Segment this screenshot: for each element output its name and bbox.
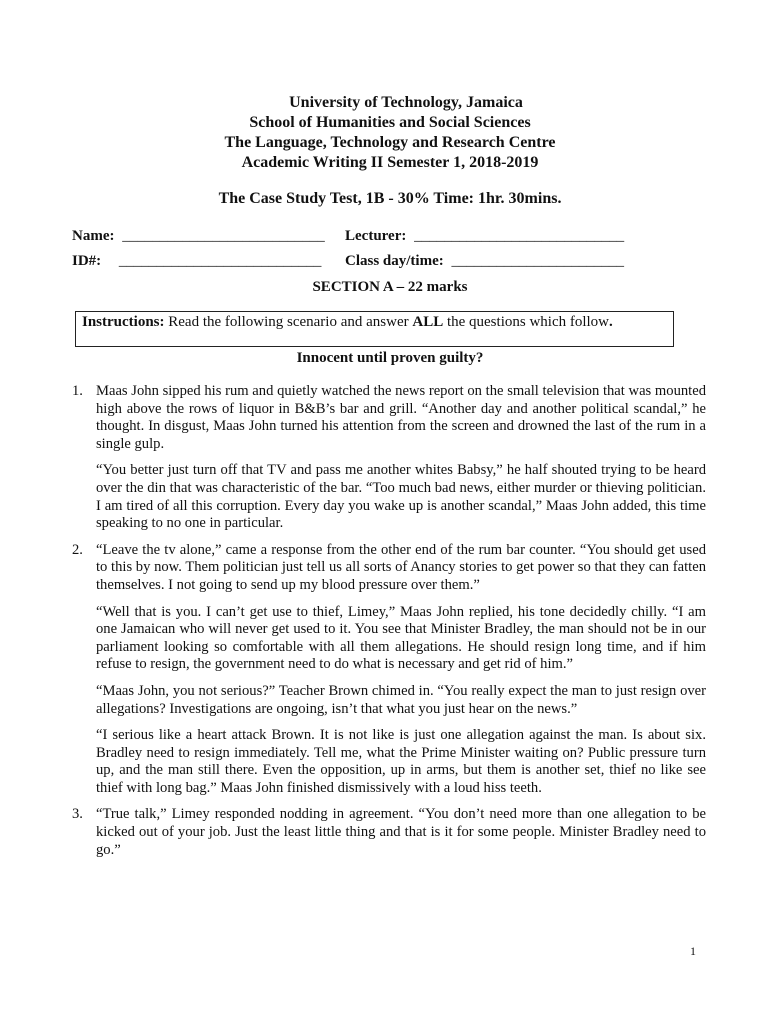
centre-name: The Language, Technology and Research Centre [224,134,556,151]
paragraph: “Well that is you. I can’t get use to thief, Limey,” Maas John replied, his tone decidedly chilly. “I am one Jamaican who will never get used to it. You see that Minister Bradley, the man should not be in our parliament looking so comfortable with all them allegations. He should resign long time, and if him refuse to resign, the government need to do what is necessary and get rid of him.” [96,603,706,673]
lecturer-blank: ____________________________ [414,228,625,244]
test-title: The Case Study Test, 1B - 30% Time: 1hr. 30mins. [218,190,562,207]
lecturer-label: Lecturer: [345,228,407,244]
name-field [72,228,325,245]
paragraph: “True talk,” Limey responded nodding in agreement. “You don’t need more than one allegation to be kicked out of your job. Just the least little thing and that is it for some people. Minister Bradley need to go.” [96,806,706,858]
section-heading: SECTION A – 22 marks [312,279,468,295]
instructions-end: . [609,314,613,330]
class-label: Class day/time: [345,253,444,269]
class-field [345,253,624,270]
paragraph: “Leave the tv alone,” came a response from the other end of the rum bar counter. “You should get used to this by now. Them politician just tell us all sorts of Anancy stories to get power so that they can fatten themselves. I not going to send up my blood pressure over them.” [96,541,706,593]
name-label: Name: [72,228,115,244]
story-body [72,383,706,868]
paragraph: “Maas John, you not serious?” Teacher Brown chimed in. “You really expect the man to just resign over allegations? Investigations are ongoing, isn’t that what you just hear on the news.” [96,682,706,717]
course-name: Academic Writing II Semester 1, 2018-2019 [241,154,539,171]
lecturer-field [345,228,624,245]
instructions-emphasis: ALL [412,314,444,330]
name-blank: ___________________________ [122,228,325,244]
university-name: University of Technology, Jamaica [289,94,523,111]
instructions-text-after: the questions which follow [443,314,610,330]
numbered-item-2 [72,542,706,798]
id-label: ID#: [72,253,102,269]
page-number: 1 [690,944,696,958]
class-blank: _______________________ [451,253,624,269]
paragraph: Maas John sipped his rum and quietly watched the news report on the small television that was mounted high above the rows of liquor in B&B’s bar and grill. “Another day and another political scandal,” he thought. In disgust, Maas John turned his attention from the screen and drowned the last of the rum in a single gulp. [96,383,706,452]
paragraph: “I serious like a heart attack Brown. It is not like is just one allegation against the man. Is about six. Bradley need to resign immediately. Tell me, what the Prime Minister waiting on? Public pressure turn up, and the man still there. Even the opposition, up in arms, but them is another set, thief no like see thief with long bag.” Maas John finished dismissively with a loud hiss teeth. [96,727,706,796]
id-field [72,253,321,270]
numbered-item-3 [72,806,706,859]
school-name: School of Humanities and Social Sciences [249,114,531,131]
item-number: 1. [72,383,83,399]
instructions-label: Instructions: [82,314,165,330]
item-number: 2. [72,541,83,558]
document-header [150,93,630,173]
instructions-text-before: Read the following scenario and answer [164,314,413,330]
story-title: Innocent until proven guilty? [296,350,484,366]
instructions-box [75,311,674,347]
numbered-item-1 [72,383,706,533]
id-blank: ___________________________ [118,253,322,269]
item-number: 3. [72,806,83,823]
paragraph: “You better just turn off that TV and pass me another whites Babsy,” he half shouted trying to be heard over the din that was characteristic of the bar. “Too much bad news, either murder or thieving politician. I am tired of all this corruption. Every day you wake up is another scandal,” Maas John added, this time speaking to no one in particular. [96,462,706,532]
